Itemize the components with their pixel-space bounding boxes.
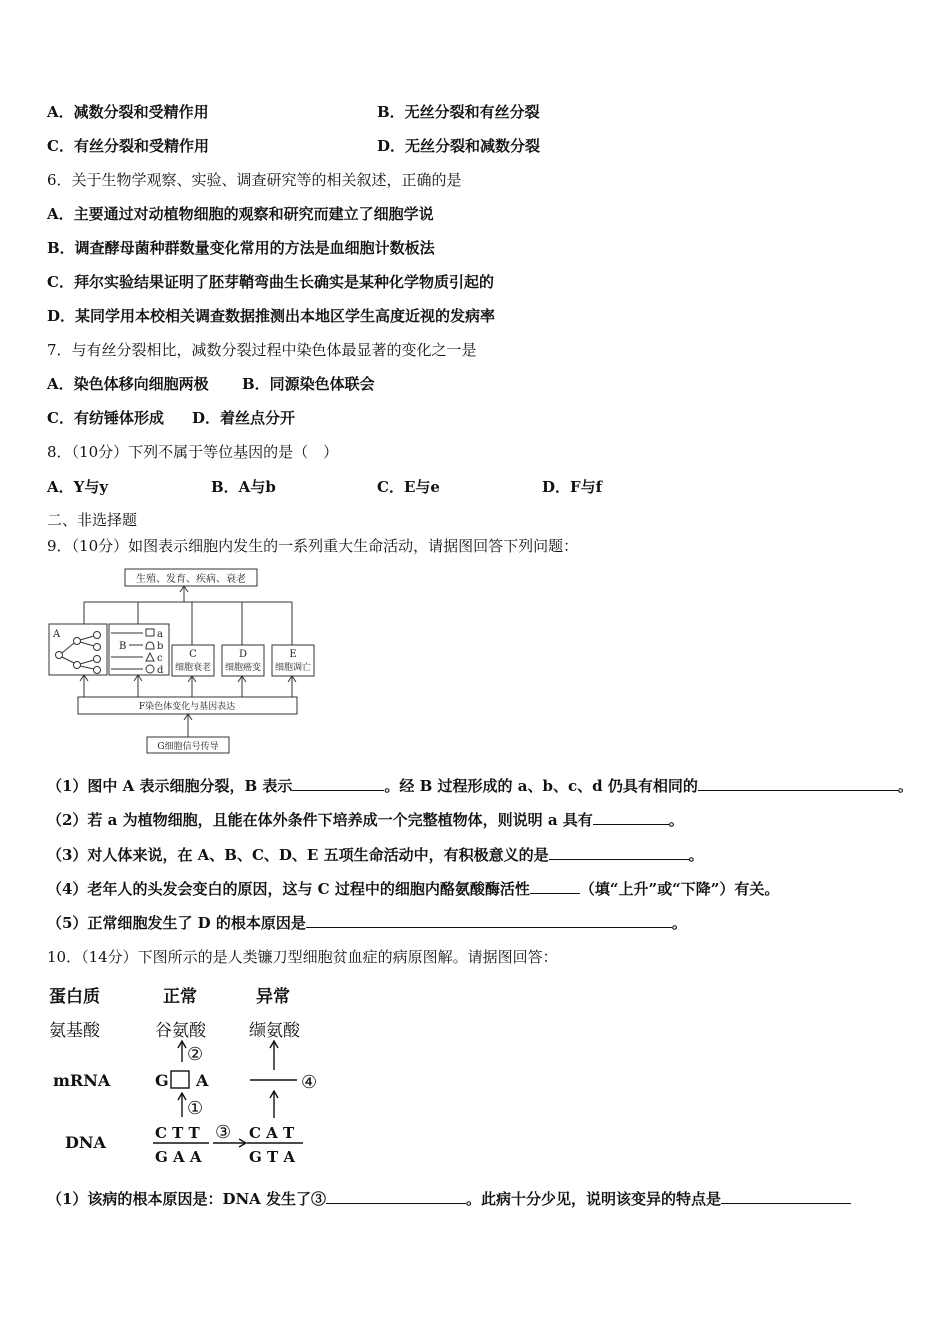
dna-label: DNA: [65, 1133, 106, 1152]
q10-part1-blank-2[interactable]: [721, 1189, 851, 1204]
q8-stem: 8．（10分）下列不属于等位基因的是（ ）: [47, 443, 339, 461]
diagram-d-letter: D: [238, 649, 248, 660]
diagram-cell-c: c: [157, 653, 163, 664]
abnormal-label: 异常: [256, 987, 290, 1007]
mrna-a: A: [196, 1071, 209, 1090]
q6-option-a: A．主要通过对动植物细胞的观察和研究而建立了细胞学说: [47, 205, 434, 223]
diagram-g-label: G细胞信号传导: [157, 742, 219, 752]
diagram-cell-d: d: [157, 665, 164, 676]
dna-normal-bottom-strand: G A A: [155, 1148, 202, 1166]
q5-option-b: B．无丝分裂和有丝分裂: [377, 103, 540, 121]
q9-part5-text-a: （5）正常细胞发生了 D 的根本原因是: [47, 914, 306, 932]
q9-part1: [47, 776, 913, 796]
diagram-a-label: A: [53, 629, 61, 640]
q9-part3-blank[interactable]: [549, 845, 689, 860]
q9-part5: [47, 913, 687, 933]
protein-label: 蛋白质: [49, 987, 100, 1007]
q9-part4-text-b: （填“上升”或“下降”）有关。: [579, 880, 780, 898]
q9-part1-text-a: （1）图中 A 表示细胞分裂，B 表示: [47, 777, 293, 795]
q9-part5-blank[interactable]: [306, 913, 672, 928]
q9-part5-text-b: 。: [671, 914, 687, 932]
cell-activity-diagram: [45, 565, 325, 760]
q10-part1-blank-1[interactable]: [326, 1189, 466, 1204]
diagram-c-letter: C: [189, 649, 197, 660]
q9-stem: 9．（10分）如图表示细胞内发生的一系列重大生命活动，请据图回答下列问题：: [47, 537, 579, 555]
q10-stem: 10．（14分）下图所示的是人类镰刀型细胞贫血症的病原图解。请据图回答：: [47, 948, 558, 966]
q9-part2-text-a: （2）若 a 为植物细胞，且能在体外条件下培养成一个完整植物体，则说明 a 具有: [47, 811, 593, 829]
q8-option-b: B．A与b: [211, 478, 276, 496]
diagram-b-label: B: [119, 641, 127, 652]
diagram-top-label: 生殖、发育、疾病、衰老: [136, 574, 246, 585]
diagram-f-label: F染色体变化与基因表达: [138, 702, 236, 712]
sickle-cell-diagram: [45, 980, 335, 1170]
q7-option-b: B．同源染色体联会: [242, 375, 375, 393]
q8-option-a: A．Y与y: [47, 478, 109, 496]
dna-normal-top-strand: C T T: [155, 1124, 200, 1142]
q7-option-c: C．有纺锤体形成: [47, 409, 164, 427]
glutamic-acid-label: 谷氨酸: [155, 1021, 206, 1041]
q7-stem: 7．与有丝分裂相比，减数分裂过程中染色体最显著的变化之一是: [47, 341, 477, 359]
q5-option-a: A．减数分裂和受精作用: [47, 103, 209, 121]
q9-part4-blank[interactable]: [530, 879, 580, 894]
step-2-marker: ②: [187, 1044, 204, 1065]
q5-option-c: C．有丝分裂和受精作用: [47, 137, 209, 155]
valine-label: 缬氨酸: [249, 1021, 300, 1041]
q9-part3-text-b: 。: [688, 846, 704, 864]
q9-part4: [47, 879, 779, 899]
step-4-marker: ④: [301, 1072, 318, 1093]
q9-part2: [47, 810, 684, 830]
q9-part3-text-a: （3）对人体来说，在 A、B、C、D、E 五项生命活动中，有积极意义的是: [47, 846, 549, 864]
diagram-e-text: 细胞凋亡: [274, 663, 312, 673]
mrna-label: mRNA: [53, 1071, 111, 1090]
q10-part1: [47, 1189, 851, 1209]
q10-part1-text-b: 。此病十分少见，说明该变异的特点是: [466, 1190, 722, 1208]
q7-option-a: A．染色体移向细胞两极: [47, 375, 209, 393]
q9-part2-blank[interactable]: [593, 810, 669, 825]
q9-part1-blank-2[interactable]: [698, 776, 898, 791]
q9-part4-text-a: （4）老年人的头发会变白的原因，这与 C 过程中的细胞内酪氨酸酶活性: [47, 880, 530, 898]
step-3-marker: ③: [215, 1122, 232, 1143]
q10-part1-text-a: （1）该病的根本原因是：DNA 发生了③: [47, 1190, 327, 1208]
q9-part3: [47, 845, 704, 865]
diagram-cell-a: a: [157, 629, 163, 640]
dna-mutant-bottom-strand: G T A: [249, 1148, 296, 1166]
q9-part1-text-b: 。经 B 过程形成的 a、b、c、d 仍具有相同的: [384, 777, 698, 795]
q6-stem: 6．关于生物学观察、实验、调查研究等的相关叙述，正确的是: [47, 171, 462, 189]
q6-option-d: D．某同学用本校相关调查数据推测出本地区学生高度近视的发病率: [47, 307, 496, 325]
diagram-c-text: 细胞衰老: [174, 663, 212, 673]
q5-option-d: D．无丝分裂和减数分裂: [377, 137, 541, 155]
diagram-e-letter: E: [289, 649, 297, 660]
q6-option-b: B．调查酵母菌种群数量变化常用的方法是血细胞计数板法: [47, 239, 435, 257]
q8-option-c: C．E与e: [377, 478, 440, 496]
q9-part1-blank-1[interactable]: [292, 776, 384, 791]
diagram-cell-b: b: [157, 641, 164, 652]
normal-label: 正常: [163, 987, 197, 1007]
amino-acid-label: 氨基酸: [49, 1021, 100, 1041]
dna-mutant-top-strand: C A T: [249, 1124, 295, 1142]
q9-part1-text-c: 。: [897, 777, 913, 795]
section-heading: 二、非选择题: [47, 511, 138, 529]
q8-option-d: D．F与f: [542, 478, 603, 496]
q7-option-d: D．着丝点分开: [192, 409, 296, 427]
q6-option-c: C．拜尔实验结果证明了胚芽鞘弯曲生长确实是某种化学物质引起的: [47, 273, 494, 291]
q9-part2-text-b: 。: [668, 811, 684, 829]
mrna-g: G: [155, 1071, 169, 1090]
diagram-d-text: 细胞癌变: [224, 663, 262, 673]
step-1-marker: ①: [187, 1098, 204, 1119]
